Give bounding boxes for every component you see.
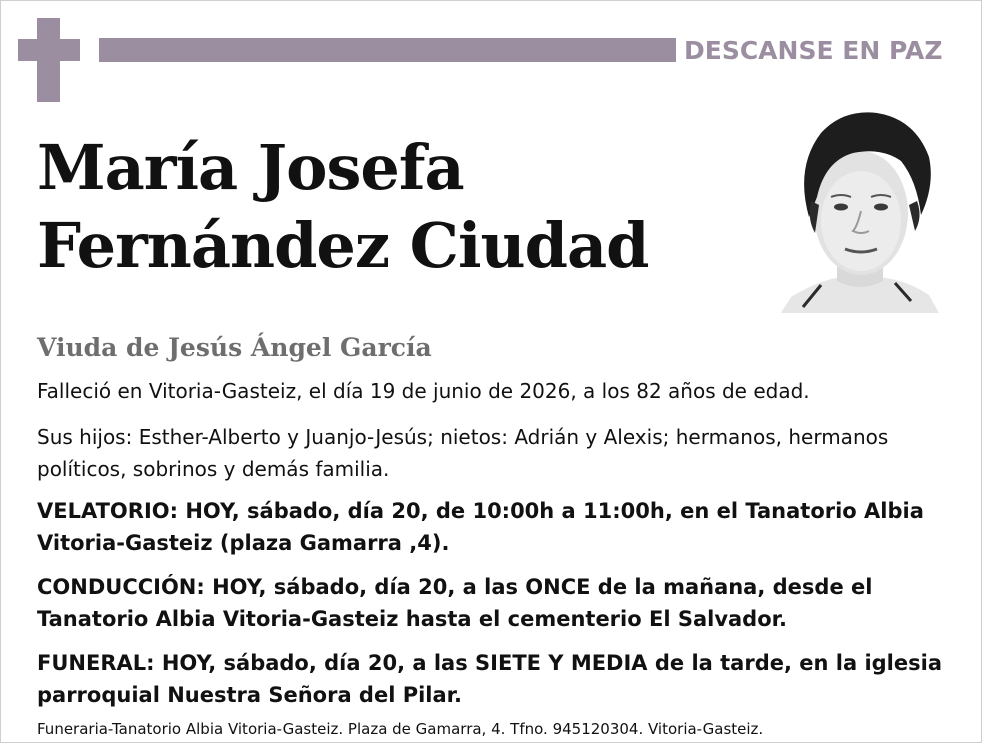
wake-details: VELATORIO: HOY, sábado, día 20, de 10:00h a 11:00h, en el Tanatorio Albia Vitoria-Gasteiz (plaza Gamarra ,4).: [37, 499, 924, 555]
name-line-2: Fernández Ciudad: [37, 209, 649, 282]
portrait-photo: [781, 101, 939, 313]
procession-details: CONDUCCIÓN: HOY, sábado, día 20, a las ONCE de la mañana, desde el Tanatorio Albia Vitoria-Gasteiz hasta el cementerio El Salvador.: [37, 575, 873, 631]
deceased-name: [37, 129, 757, 285]
family-list: Sus hijos: Esther-Alberto y Juanjo-Jesús; nietos: Adrián y Alexis; hermanos, hermanos políticos, sobrinos y demás familia.: [37, 425, 889, 481]
header-bar: [99, 38, 676, 62]
cross-icon: [18, 18, 80, 102]
widow-of-line: Viuda de Jesús Ángel García: [37, 333, 432, 362]
name-line-1: María Josefa: [37, 131, 464, 204]
funeral-details: FUNERAL: HOY, sábado, día 20, a las SIETE Y MEDIA de la tarde, en la iglesia parroquial Nuestra Señora del Pilar.: [37, 651, 942, 707]
header-label: DESCANSE EN PAZ: [684, 36, 943, 65]
death-notice: Falleció en Vitoria-Gasteiz, el día 19 de junio de 2026, a los 82 años de edad.: [37, 379, 810, 403]
funeral-home-footer: Funeraria-Tanatorio Albia Vitoria-Gasteiz. Plaza de Gamarra, 4. Tfno. 945120304. Vitoria-Gasteiz.: [37, 720, 764, 738]
